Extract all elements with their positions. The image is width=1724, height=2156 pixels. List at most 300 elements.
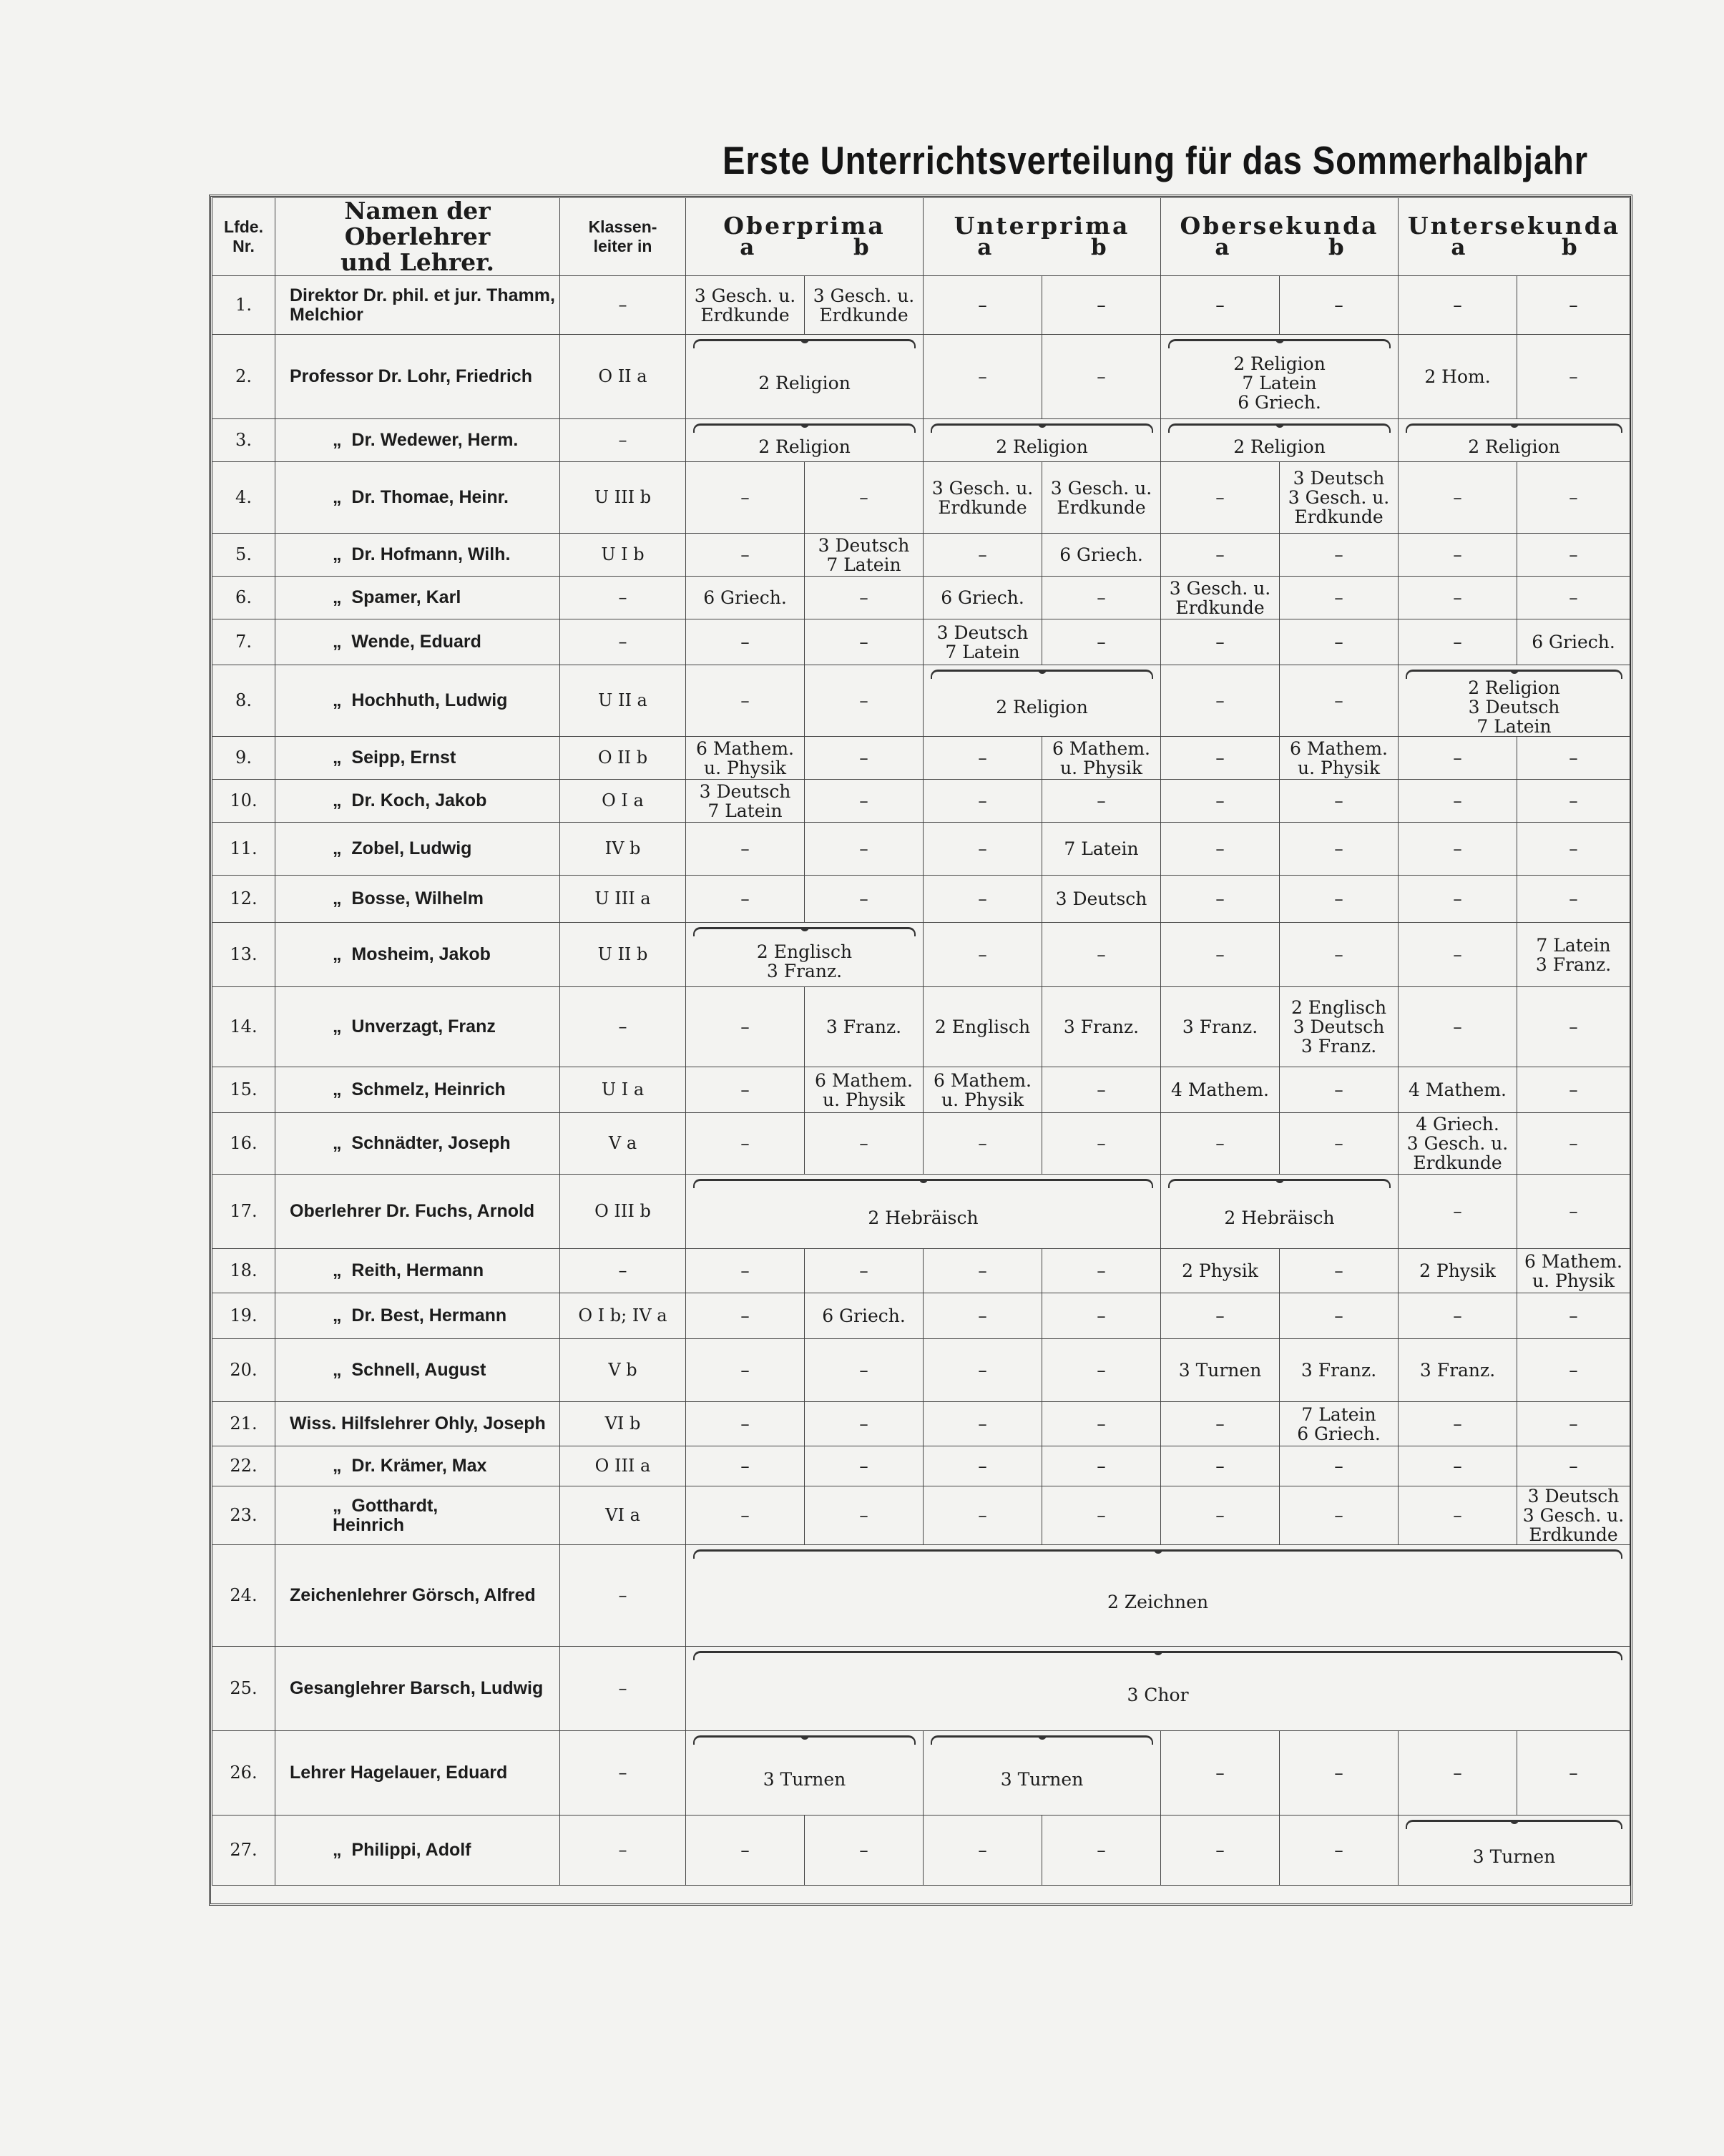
row-nr: 27.	[212, 1816, 275, 1886]
subject-cell: –	[1280, 1067, 1399, 1113]
subject-cell-merged: 2 Hebräisch	[1161, 1175, 1399, 1249]
subject-cell: –	[924, 780, 1042, 823]
klassenleiter: U III a	[560, 876, 686, 923]
teacher-name	[275, 1067, 560, 1113]
teacher-name: Gesanglehrer Barsch, Ludwig	[275, 1647, 560, 1731]
subject-cell: –	[1517, 823, 1630, 876]
teacher-name	[275, 987, 560, 1067]
subject-cell: 2 Englisch 3 Deutsch 3 Franz.	[1280, 987, 1399, 1067]
subject-cell: 3 Gesch. u. Erdkunde	[924, 462, 1042, 534]
klassenleiter: –	[560, 1647, 686, 1731]
subject-cell: –	[805, 780, 924, 823]
subject-cell: –	[1161, 876, 1280, 923]
table-row	[212, 823, 1630, 876]
subject-cell: 3 Gesch. u. Erdkunde	[1042, 462, 1161, 534]
subject-cell: –	[1161, 462, 1280, 534]
subject-cell: –	[1517, 1175, 1630, 1249]
subject-cell: –	[1517, 1402, 1630, 1446]
subject-cell-merged: 2 Religion	[1161, 419, 1399, 462]
table-row	[212, 780, 1630, 823]
subject-cell: –	[1399, 534, 1517, 577]
subject-cell: 7 Latein	[1042, 823, 1161, 876]
subject-cell: 3 Franz.	[1042, 987, 1161, 1067]
subject-cell: –	[1161, 276, 1280, 335]
row-nr: 19.	[212, 1293, 275, 1339]
subject-cell-merged: 2 Religion	[924, 665, 1161, 737]
ditto-mark: „	[333, 838, 352, 858]
subject-cell: –	[1042, 1339, 1161, 1402]
sub-a: a	[1215, 235, 1230, 260]
ditto-mark: „	[333, 1133, 352, 1153]
subject-cell: –	[1042, 1293, 1161, 1339]
teacher-name-text: Dr. Wedewer, Herm.	[351, 430, 519, 450]
subject-cell: 6 Griech.	[805, 1293, 924, 1339]
sub-a: a	[740, 235, 755, 260]
ditto-mark: „	[333, 544, 352, 564]
subject-cell: –	[686, 1293, 805, 1339]
subject-cell: 4 Mathem.	[1161, 1067, 1280, 1113]
subject-cell: 7 Latein 6 Griech.	[1280, 1402, 1399, 1446]
teacher-name	[275, 923, 560, 987]
subject-cell: –	[1042, 923, 1161, 987]
subject-cell: –	[1517, 335, 1630, 419]
klassenleiter: O III b	[560, 1175, 686, 1249]
row-nr: 5.	[212, 534, 275, 577]
group-unterprima	[924, 198, 1161, 276]
klassenleiter: –	[560, 1249, 686, 1293]
teacher-name	[275, 1113, 560, 1175]
teacher-name	[275, 737, 560, 780]
subject-cell: –	[1280, 534, 1399, 577]
subject-cell: –	[1161, 534, 1280, 577]
subject-cell: 3 Franz.	[1399, 1339, 1517, 1402]
subject-cell: –	[1399, 1175, 1517, 1249]
subject-cell: –	[1517, 1067, 1630, 1113]
row-nr: 21.	[212, 1402, 275, 1446]
page-title: Erste Unterrichtsverteilung für das Sommerhalbjahr	[723, 138, 1589, 182]
klassenleiter: –	[560, 1731, 686, 1816]
table-row	[212, 1175, 1630, 1249]
subject-cell: –	[686, 1339, 805, 1402]
row-nr: 12.	[212, 876, 275, 923]
subject-cell-merged: 2 Religion	[686, 335, 924, 419]
sub-b: b	[853, 235, 869, 260]
teacher-name: Zeichenlehrer Görsch, Alfred	[275, 1545, 560, 1647]
teacher-name	[275, 1249, 560, 1293]
teacher-name-text: Schnädter, Joseph	[351, 1133, 511, 1153]
subject-cell: 3 Gesch. u. Erdkunde	[1161, 577, 1280, 619]
klassenleiter: U I b	[560, 534, 686, 577]
table-row	[212, 462, 1630, 534]
subject-cell: –	[1280, 1731, 1399, 1816]
subject-cell: –	[1399, 577, 1517, 619]
subject-cell: –	[805, 1249, 924, 1293]
row-nr: 6.	[212, 577, 275, 619]
subject-cell: –	[924, 1249, 1042, 1293]
teacher-name-text: Bosse, Wilhelm	[351, 888, 484, 908]
subject-cell: 3 Gesch. u. Erdkunde	[686, 276, 805, 335]
subject-cell: –	[1517, 577, 1630, 619]
subject-cell: –	[686, 462, 805, 534]
subject-cell: –	[1517, 1731, 1630, 1816]
subject-cell: –	[1517, 1339, 1630, 1402]
subject-cell: –	[686, 1249, 805, 1293]
subject-cell: 3 Deutsch 7 Latein	[805, 534, 924, 577]
sub-a: a	[977, 235, 992, 260]
subject-cell: 6 Griech.	[1517, 619, 1630, 665]
subject-cell: –	[1161, 923, 1280, 987]
table-row	[212, 1293, 1630, 1339]
teacher-name-text: Dr. Koch, Jakob	[351, 790, 487, 810]
subject-cell: –	[1399, 823, 1517, 876]
teacher-name-text: Dr. Best, Hermann	[351, 1305, 507, 1326]
subject-cell: –	[1399, 1486, 1517, 1545]
teacher-name-text: Schmelz, Heinrich	[351, 1079, 506, 1099]
group-oberprima	[686, 198, 924, 276]
subject-cell: –	[1280, 823, 1399, 876]
subject-cell: –	[1042, 335, 1161, 419]
subject-cell: –	[805, 619, 924, 665]
klassenleiter: V b	[560, 1339, 686, 1402]
row-nr: 16.	[212, 1113, 275, 1175]
subject-cell: –	[1280, 577, 1399, 619]
teacher-name-text: Zobel, Ludwig	[351, 838, 472, 858]
subject-cell: –	[1280, 780, 1399, 823]
subject-cell: –	[805, 577, 924, 619]
ditto-mark: „	[333, 888, 352, 908]
teacher-name-text: Seipp, Ernst	[351, 748, 456, 768]
teacher-name: Professor Dr. Lohr, Friedrich	[275, 335, 560, 419]
subject-cell: –	[686, 1113, 805, 1175]
subject-cell: –	[1399, 876, 1517, 923]
table-row	[212, 665, 1630, 737]
subject-cell: –	[686, 1402, 805, 1446]
klassenleiter: O II a	[560, 335, 686, 419]
row-nr: 8.	[212, 665, 275, 737]
subject-cell: –	[686, 665, 805, 737]
subject-cell: –	[1280, 876, 1399, 923]
ditto-mark: „	[333, 1079, 352, 1099]
sub-a: a	[1451, 235, 1466, 260]
teacher-name	[275, 419, 560, 462]
subject-cell: –	[805, 665, 924, 737]
subject-cell: –	[1517, 1113, 1630, 1175]
table-row	[212, 923, 1630, 987]
row-nr: 1.	[212, 276, 275, 335]
subject-cell: –	[1042, 1486, 1161, 1545]
row-nr: 24.	[212, 1545, 275, 1647]
subject-cell: –	[1399, 462, 1517, 534]
subject-cell: –	[1161, 1402, 1280, 1446]
subject-cell: –	[1399, 276, 1517, 335]
teacher-name: Wiss. Hilfslehrer Ohly, Joseph	[275, 1402, 560, 1446]
row-nr: 14.	[212, 987, 275, 1067]
lfde-label: Lfde. Nr.	[224, 217, 263, 255]
subject-cell: –	[1280, 276, 1399, 335]
row-nr: 13.	[212, 923, 275, 987]
group-obersekunda	[1161, 198, 1399, 276]
subject-cell: –	[1161, 1446, 1280, 1486]
klassenleiter: –	[560, 1545, 686, 1647]
subject-cell: –	[1280, 665, 1399, 737]
table-row	[212, 419, 1630, 462]
subject-cell: –	[1517, 737, 1630, 780]
klassenleiter: U I a	[560, 1067, 686, 1113]
table-row	[212, 534, 1630, 577]
subject-cell: –	[686, 1816, 805, 1886]
teacher-name-text: Reith, Hermann	[351, 1260, 484, 1280]
table-row	[212, 1446, 1630, 1486]
subject-cell: –	[1161, 823, 1280, 876]
teacher-name: Oberlehrer Dr. Fuchs, Arnold	[275, 1175, 560, 1249]
subject-cell: –	[1517, 987, 1630, 1067]
table-row	[212, 1816, 1630, 1886]
ditto-mark: „	[333, 944, 352, 964]
klassenleiter: U III b	[560, 462, 686, 534]
table-row	[212, 1067, 1630, 1113]
subject-cell: –	[686, 987, 805, 1067]
subject-cell: –	[1042, 1402, 1161, 1446]
subject-cell-merged: 2 Religion 7 Latein 6 Griech.	[1161, 335, 1399, 419]
teacher-name-text: Mosheim, Jakob	[351, 944, 491, 964]
teacher-name-text: Dr. Hofmann, Wilh.	[351, 544, 511, 564]
klassenleiter: V a	[560, 1113, 686, 1175]
subject-cell: –	[1042, 276, 1161, 335]
subject-cell: –	[1042, 1113, 1161, 1175]
subject-cell: 6 Mathem. u. Physik	[686, 737, 805, 780]
subject-cell: –	[924, 1816, 1042, 1886]
teacher-name	[275, 1486, 560, 1545]
teacher-name-text: Spamer, Karl	[351, 587, 461, 607]
ditto-mark: „	[333, 1360, 352, 1380]
subject-cell: –	[686, 619, 805, 665]
subject-cell-merged: 2 Religion	[686, 419, 924, 462]
subject-cell: –	[1517, 534, 1630, 577]
subject-cell: –	[924, 1113, 1042, 1175]
table-row	[212, 987, 1630, 1067]
subject-cell: 2 Physik	[1399, 1249, 1517, 1293]
subject-cell: 2 Englisch	[924, 987, 1042, 1067]
subject-cell: –	[1280, 1446, 1399, 1486]
ditto-mark: „	[333, 487, 352, 507]
subject-cell: –	[1517, 1293, 1630, 1339]
teacher-name	[275, 1293, 560, 1339]
subject-cell: –	[924, 876, 1042, 923]
table-row	[212, 335, 1630, 419]
klassenleiter: O I b; IV a	[560, 1293, 686, 1339]
subject-cell: –	[805, 876, 924, 923]
subject-cell: –	[805, 1486, 924, 1545]
ditto-mark: „	[333, 1260, 352, 1280]
subject-cell: –	[805, 737, 924, 780]
row-nr: 22.	[212, 1446, 275, 1486]
subject-cell: –	[805, 462, 924, 534]
group-label: Unterprima	[954, 212, 1130, 240]
ditto-mark: „	[333, 430, 342, 450]
table-row	[212, 1647, 1630, 1731]
klassen-label: Klassen- leiter in	[588, 217, 657, 255]
klassenleiter: O III a	[560, 1446, 686, 1486]
sub-b: b	[1091, 235, 1107, 260]
col-klassen-header	[560, 198, 686, 276]
klassenleiter: –	[560, 419, 686, 462]
teacher-name	[275, 823, 560, 876]
subject-cell: 6 Mathem. u. Physik	[1042, 737, 1161, 780]
header-row	[212, 198, 1630, 276]
teacher-name	[275, 462, 560, 534]
teacher-name	[275, 534, 560, 577]
table-row	[212, 876, 1630, 923]
teacher-name-text: Gotthardt, Heinrich	[333, 1495, 439, 1535]
subject-cell: –	[805, 823, 924, 876]
subject-cell: –	[1517, 1446, 1630, 1486]
subject-cell: –	[924, 1402, 1042, 1446]
ditto-mark: „	[333, 587, 352, 607]
subject-cell-merged: 2 Zeichnen	[686, 1545, 1630, 1647]
teacher-name	[275, 780, 560, 823]
subject-cell: 3 Deutsch 7 Latein	[924, 619, 1042, 665]
subject-cell: –	[1161, 780, 1280, 823]
klassenleiter: U II a	[560, 665, 686, 737]
teacher-name	[275, 577, 560, 619]
teacher-name-text: Schnell, August	[351, 1360, 486, 1380]
teacher-name-text: Hochhuth, Ludwig	[351, 690, 508, 710]
subject-cell: –	[1161, 1113, 1280, 1175]
subject-cell: –	[924, 335, 1042, 419]
row-nr: 7.	[212, 619, 275, 665]
subject-cell: –	[1161, 1293, 1280, 1339]
subject-cell: –	[1042, 577, 1161, 619]
subject-cell: –	[1399, 1446, 1517, 1486]
subject-cell: –	[924, 923, 1042, 987]
col-namen-header	[275, 198, 560, 276]
ditto-mark: „	[333, 1305, 352, 1326]
subject-cell: –	[1161, 619, 1280, 665]
subject-cell: 3 Turnen	[1161, 1339, 1280, 1402]
ditto-mark: „	[333, 1840, 352, 1860]
ditto-mark: „	[333, 748, 352, 768]
teacher-name-text: Dr. Krämer, Max	[351, 1456, 487, 1476]
subject-cell: –	[805, 1816, 924, 1886]
group-untersekunda	[1399, 198, 1630, 276]
namen-label: Namen der Oberlehrer und Lehrer.	[341, 197, 494, 276]
subject-cell: 2 Physik	[1161, 1249, 1280, 1293]
subject-cell-merged: 2 Religion	[924, 419, 1161, 462]
subject-cell: –	[1399, 1402, 1517, 1446]
teacher-name	[275, 1339, 560, 1402]
subject-cell: –	[686, 1446, 805, 1486]
table-row	[212, 1113, 1630, 1175]
table-row	[212, 1339, 1630, 1402]
klassenleiter: O II b	[560, 737, 686, 780]
subject-cell: –	[686, 823, 805, 876]
klassenleiter: O I a	[560, 780, 686, 823]
group-label: Untersekunda	[1407, 212, 1621, 240]
subject-cell: –	[924, 534, 1042, 577]
row-nr: 23.	[212, 1486, 275, 1545]
row-nr: 18.	[212, 1249, 275, 1293]
subject-cell: 3 Deutsch 3 Gesch. u. Erdkunde	[1280, 462, 1399, 534]
subject-cell: –	[805, 1339, 924, 1402]
group-label: Oberprima	[723, 212, 886, 240]
subject-cell: –	[1042, 1446, 1161, 1486]
subject-cell-merged: 2 Hebräisch	[686, 1175, 1161, 1249]
table-row	[212, 1249, 1630, 1293]
subject-cell: –	[1280, 923, 1399, 987]
teacher-name	[275, 876, 560, 923]
klassenleiter: –	[560, 276, 686, 335]
subject-cell: –	[805, 1113, 924, 1175]
subject-cell: –	[1042, 1816, 1161, 1886]
table-row	[212, 1486, 1630, 1545]
ditto-mark: „	[333, 1456, 352, 1476]
ditto-mark: „	[333, 1016, 352, 1037]
teacher-name: Lehrer Hagelauer, Eduard	[275, 1731, 560, 1816]
ditto-mark: „	[333, 1495, 352, 1516]
subject-cell: –	[924, 737, 1042, 780]
teacher-name	[275, 665, 560, 737]
subject-cell: –	[1399, 1293, 1517, 1339]
subject-cell: –	[924, 823, 1042, 876]
subject-cell: –	[1399, 923, 1517, 987]
row-nr: 10.	[212, 780, 275, 823]
teacher-name: Direktor Dr. phil. et jur. Thamm, Melchior	[275, 276, 560, 335]
col-lfde-header	[212, 198, 275, 276]
subject-cell-merged: 2 Englisch 3 Franz.	[686, 923, 924, 987]
subject-cell-merged: 3 Turnen	[924, 1731, 1161, 1816]
subject-cell-merged: 3 Turnen	[686, 1731, 924, 1816]
subject-cell: 6 Mathem. u. Physik	[924, 1067, 1042, 1113]
subject-cell: 3 Deutsch 7 Latein	[686, 780, 805, 823]
klassenleiter: –	[560, 577, 686, 619]
klassenleiter: –	[560, 1816, 686, 1886]
group-label: Obersekunda	[1180, 212, 1379, 240]
table-row	[212, 1731, 1630, 1816]
subject-cell: –	[1280, 1113, 1399, 1175]
subject-cell: –	[805, 1402, 924, 1446]
table-body	[212, 276, 1630, 1886]
teacher-name-text: Wende, Eduard	[351, 632, 481, 652]
sub-b: b	[1562, 235, 1577, 260]
table-row	[212, 619, 1630, 665]
klassenleiter: –	[560, 987, 686, 1067]
subject-cell: –	[1517, 462, 1630, 534]
ditto-mark: „	[333, 632, 352, 652]
row-nr: 25.	[212, 1647, 275, 1731]
subject-cell: –	[924, 276, 1042, 335]
table-row	[212, 276, 1630, 335]
row-nr: 26.	[212, 1731, 275, 1816]
subject-cell: –	[1280, 1293, 1399, 1339]
subject-cell: 3 Deutsch 3 Gesch. u. Erdkunde	[1517, 1486, 1630, 1545]
row-nr: 9.	[212, 737, 275, 780]
klassenleiter: VI b	[560, 1402, 686, 1446]
subject-cell: –	[805, 1446, 924, 1486]
subject-cell: –	[1042, 1067, 1161, 1113]
table-row	[212, 1402, 1630, 1446]
subject-cell: 3 Franz.	[1280, 1339, 1399, 1402]
subject-cell: 3 Franz.	[1161, 987, 1280, 1067]
teacher-name-text: Philippi, Adolf	[351, 1840, 471, 1860]
subject-cell: –	[686, 876, 805, 923]
subject-cell: –	[1042, 619, 1161, 665]
subject-cell: –	[1161, 1486, 1280, 1545]
sub-b: b	[1328, 235, 1344, 260]
teacher-name-text: Dr. Thomae, Heinr.	[351, 487, 509, 507]
subject-cell-merged: 3 Turnen	[1399, 1816, 1630, 1886]
subject-cell: –	[1042, 1249, 1161, 1293]
subject-cell: 7 Latein 3 Franz.	[1517, 923, 1630, 987]
